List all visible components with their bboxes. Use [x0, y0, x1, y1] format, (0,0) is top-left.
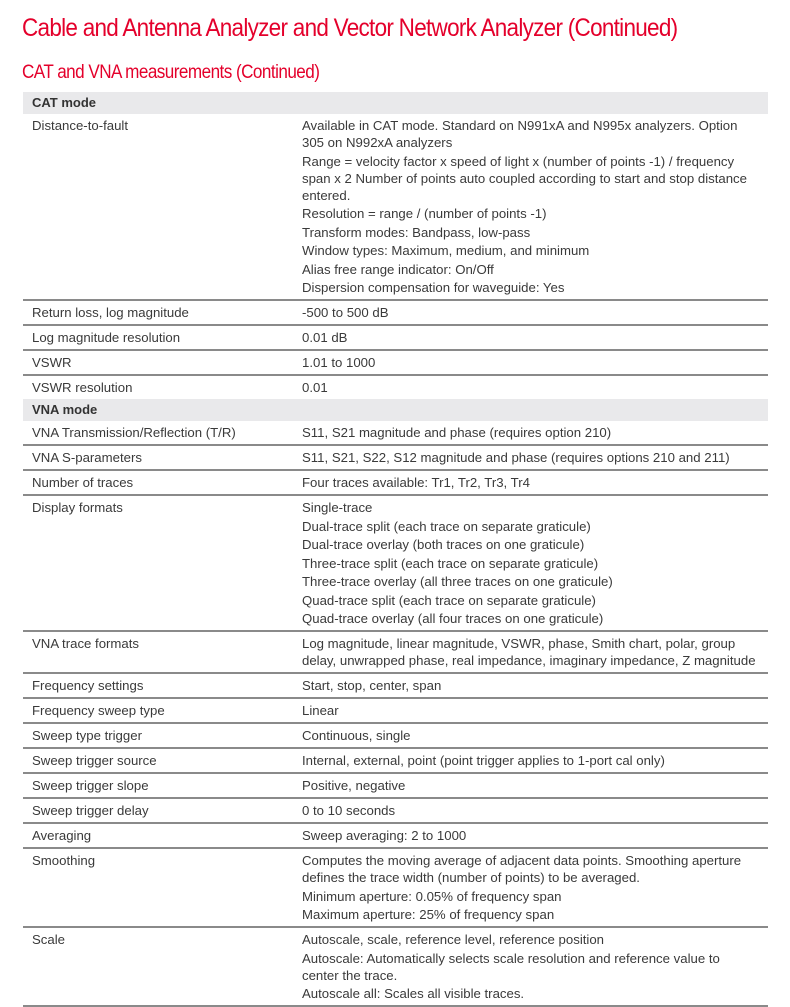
- table-row: [23, 301, 768, 326]
- spec-value: [302, 749, 768, 772]
- spec-label: Display formats: [32, 500, 123, 515]
- table-row: [23, 724, 768, 749]
- spec-value-line: Quad-trace split (each trace on separate graticule): [302, 592, 596, 608]
- table-row: [23, 421, 768, 446]
- spec-value-line: Sweep averaging: 2 to 1000: [302, 828, 467, 843]
- spec-label: VNA S-parameters: [32, 450, 142, 465]
- section-subtitle: CAT and VNA measurements (Continued): [22, 62, 320, 83]
- spec-value: [302, 326, 768, 349]
- spec-value-line: 0.01 dB: [302, 330, 348, 345]
- spec-value-line: Linear: [302, 703, 339, 718]
- spec-value-line: Autoscale: Automatically selects scale resolution and reference value to center the trace.: [302, 950, 720, 983]
- table-row: [23, 351, 768, 376]
- table-row: [23, 749, 768, 774]
- spec-value-line: Quad-trace overlay (all four traces on one graticule): [302, 611, 604, 626]
- spec-label: VNA Transmission/Reflection (T/R): [32, 425, 236, 440]
- spec-value: [302, 421, 768, 444]
- table-row: [23, 774, 768, 799]
- spec-value-line: Maximum aperture: 25% of frequency span: [302, 907, 555, 922]
- spec-value-line: Continuous, single: [302, 728, 411, 743]
- spec-value: [302, 376, 768, 399]
- spec-label: VNA trace formats: [32, 636, 139, 651]
- spec-label: Return loss, log magnitude: [32, 305, 189, 320]
- spec-value-line: Range = velocity factor x speed of light x (number of points -1) / frequency span x 2 Number of points auto coupled according to start and stop distance entered.: [302, 153, 747, 203]
- spec-label: Distance-to-fault: [32, 118, 129, 133]
- table-row: [23, 699, 768, 724]
- spec-label: Log magnitude resolution: [32, 330, 181, 345]
- spec-value-line: S11, S21, S22, S12 magnitude and phase (requires options 210 and 211): [302, 450, 730, 465]
- spec-value-line: Log magnitude, linear magnitude, VSWR, phase, Smith chart, polar, group delay, unwrapped phase, real impedance, imaginary impedance, Z magnitude: [302, 636, 756, 668]
- page-title: Cable and Antenna Analyzer and Vector Network Analyzer (Continued): [22, 14, 678, 42]
- spec-value-line: Dual-trace overlay (both traces on one graticule): [302, 537, 585, 552]
- table-row: [23, 496, 768, 632]
- spec-value-line: 1.01 to 1000: [302, 355, 376, 370]
- spec-label: VSWR resolution: [32, 380, 133, 395]
- spec-value-line: 0 to 10 seconds: [302, 803, 396, 818]
- spec-label: Sweep trigger slope: [32, 778, 149, 793]
- spec-label: Averaging: [32, 828, 92, 843]
- spec-value-line: 0.01: [302, 380, 328, 395]
- spec-value: [302, 724, 768, 747]
- table-row: [23, 326, 768, 351]
- spec-value-line: Autoscale, scale, reference level, reference position: [302, 932, 605, 947]
- section-header: VNA mode: [23, 399, 768, 421]
- table-row: [23, 928, 768, 1007]
- spec-value-line: Three-trace split (each trace on separate graticule): [302, 555, 599, 571]
- table-row: [23, 849, 768, 928]
- table-row: [23, 824, 768, 849]
- spec-label: Sweep trigger source: [32, 753, 157, 768]
- spec-value-line: Window types: Maximum, medium, and minimum: [302, 243, 590, 258]
- spec-value-line: Start, stop, center, span: [302, 678, 442, 693]
- spec-label: Sweep type trigger: [32, 728, 142, 743]
- spec-value-line: Four traces available: Tr1, Tr2, Tr3, Tr4: [302, 475, 530, 490]
- spec-value-line: Autoscale all: Scales all visible traces.: [302, 986, 525, 1001]
- spec-value: [302, 471, 768, 494]
- spec-value: [302, 351, 768, 374]
- table-row: [23, 114, 768, 301]
- spec-table: [23, 92, 768, 1007]
- spec-value: [302, 774, 768, 797]
- spec-label: Sweep trigger delay: [32, 803, 149, 818]
- spec-value-line: Alias free range indicator: On/Off: [302, 261, 494, 277]
- spec-value-line: Dual-trace split (each trace on separate graticule): [302, 518, 591, 534]
- spec-value: [302, 699, 768, 722]
- spec-value-line: Three-trace overlay (all three traces on one graticule): [302, 574, 613, 589]
- spec-label: Frequency sweep type: [32, 703, 165, 718]
- spec-value-line: Resolution = range / (number of points -1): [302, 206, 547, 221]
- table-row: [23, 632, 768, 674]
- table-row: [23, 376, 768, 399]
- spec-value: [302, 301, 768, 324]
- table-row: [23, 471, 768, 496]
- spec-label: VSWR: [32, 355, 72, 370]
- spec-value-line: Internal, external, point (point trigger applies to 1-port cal only): [302, 753, 665, 768]
- spec-value-line: -500 to 500 dB: [302, 305, 389, 320]
- spec-value: [302, 632, 768, 672]
- spec-label: Frequency settings: [32, 678, 144, 693]
- spec-value-line: Minimum aperture: 0.05% of frequency span: [302, 888, 562, 904]
- table-row: [23, 799, 768, 824]
- spec-value-line: Positive, negative: [302, 778, 406, 793]
- spec-value: [302, 849, 768, 926]
- spec-value-line: Available in CAT mode. Standard on N991xA and N995x analyzers. Option 305 on N992xA analyzers: [302, 118, 738, 150]
- spec-value-line: Computes the moving average of adjacent data points. Smoothing aperture defines the trace width (number of points) to be averaged.: [302, 853, 742, 885]
- spec-label: Scale: [32, 932, 65, 947]
- table-row: [23, 674, 768, 699]
- spec-value: [302, 928, 768, 1005]
- spec-value: [302, 496, 768, 630]
- spec-value: [302, 446, 768, 469]
- spec-value-line: Single-trace: [302, 500, 373, 515]
- spec-value: [302, 799, 768, 822]
- spec-value: [302, 674, 768, 697]
- spec-label: Number of traces: [32, 475, 134, 490]
- spec-value-line: Transform modes: Bandpass, low-pass: [302, 224, 531, 240]
- spec-value-line: Dispersion compensation for waveguide: Yes: [302, 280, 565, 295]
- spec-value-line: S11, S21 magnitude and phase (requires option 210): [302, 425, 612, 440]
- spec-value: [302, 824, 768, 847]
- spec-value: [302, 114, 768, 299]
- spec-label: Smoothing: [32, 853, 96, 868]
- section-header: CAT mode: [23, 92, 768, 114]
- table-row: [23, 446, 768, 471]
